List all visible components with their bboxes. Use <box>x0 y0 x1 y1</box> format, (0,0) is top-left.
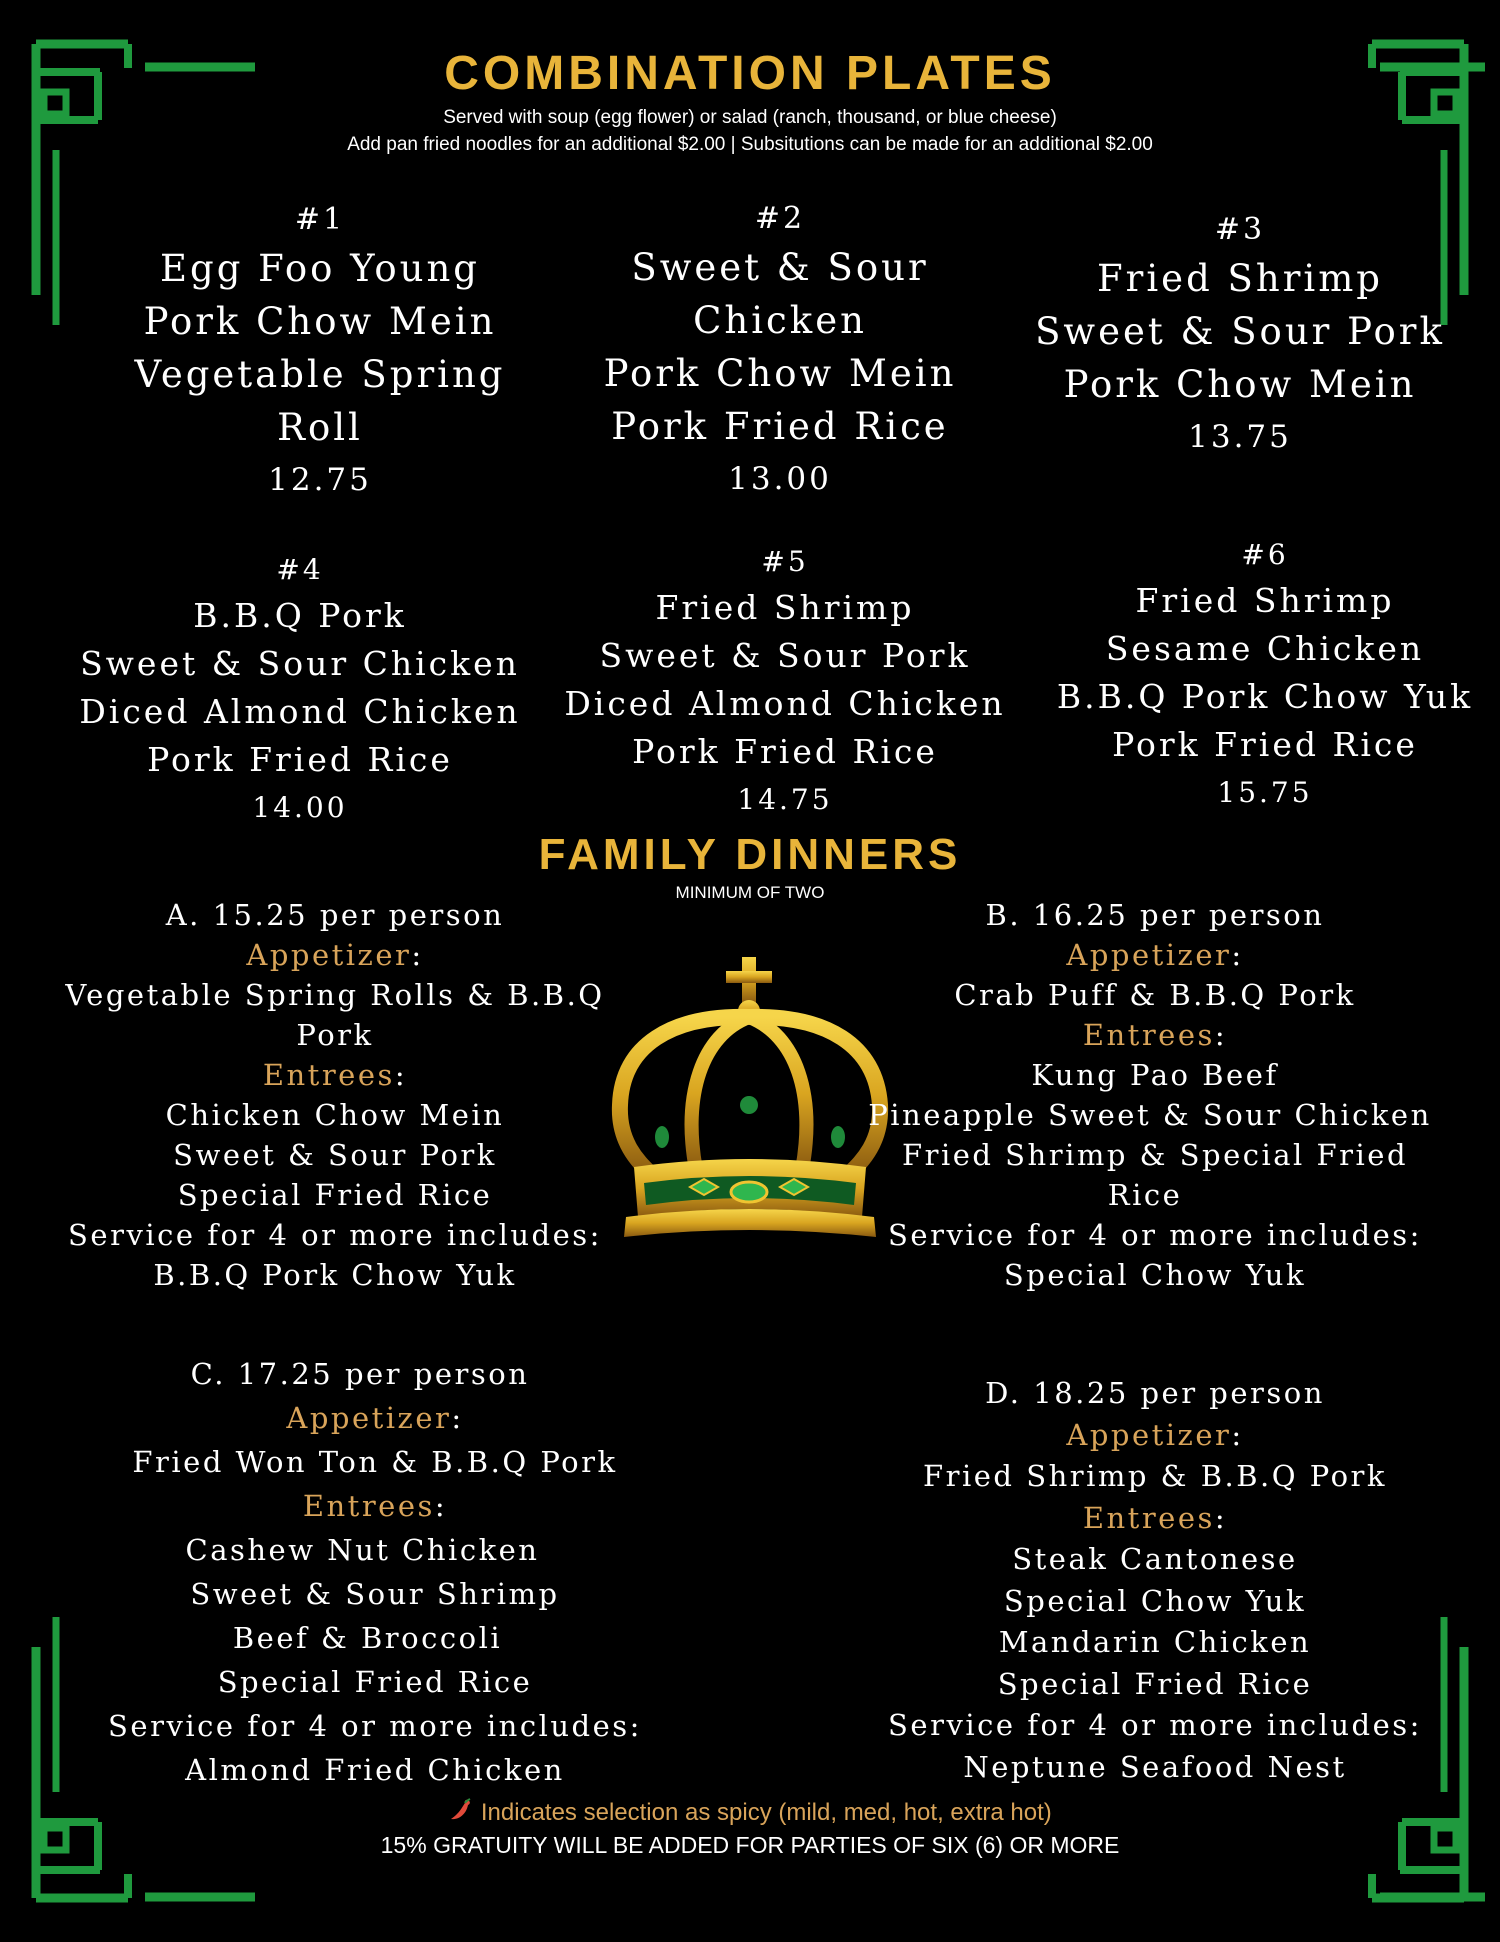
label-colon: : <box>394 1058 408 1092</box>
entrees-label: Entrees <box>1082 1500 1215 1535</box>
label-colon: : <box>434 1489 448 1523</box>
combo-3 <box>1010 208 1470 463</box>
entree-item: Chicken Chow Mein <box>165 1098 505 1132</box>
combo-item: B.B.Q Pork <box>193 596 407 635</box>
combo-item: Sweet & Sour <box>631 246 929 289</box>
appetizer-label: Appetizer <box>1066 1417 1232 1452</box>
dinner-heading: B. 16.25 per person <box>985 898 1325 932</box>
appetizer-item: Crab Puff & B.B.Q Pork <box>954 978 1356 1012</box>
label-colon: : <box>411 938 424 972</box>
appetizer-item: Fried Shrimp & B.B.Q Pork <box>923 1459 1387 1493</box>
entree-item: Almond Fried Chicken <box>185 1753 565 1787</box>
entree-item: Steak Cantonese <box>1012 1542 1298 1576</box>
combo-item: Pork Chow Mein <box>143 300 497 343</box>
appetizer-item: Vegetable Spring Rolls & B.B.Q <box>65 978 605 1012</box>
label-colon: : <box>1214 1500 1228 1535</box>
entree-item: Special Fried Rice <box>217 1665 533 1699</box>
family-dinner-d <box>870 1373 1440 1788</box>
family-dinner-a <box>50 895 620 1295</box>
combo-item: Pork Fried Rice <box>632 732 938 771</box>
combo-number: #6 <box>1241 538 1289 571</box>
family-dinners-title: FAMILY DINNERS <box>538 830 962 879</box>
entree-item: Mandarin Chicken <box>998 1625 1312 1659</box>
combo-item: Roll <box>277 406 363 449</box>
combo-item: Diced Almond Chicken <box>79 692 521 731</box>
combo-item: B.B.Q Pork Chow Yuk <box>1056 677 1474 716</box>
combo-item: Pork Fried Rice <box>1112 725 1418 764</box>
entree-item: Rice <box>1107 1178 1183 1212</box>
entree-item: Fried Shrimp & Special Fried <box>901 1138 1409 1172</box>
combo-number: #2 <box>754 201 806 236</box>
combo-item: Chicken <box>693 299 867 342</box>
page-subtitle-noodles: Add pan fried noodles for an additional $2.00 | Subsitutions can be made for an additional $2.00 <box>347 134 1153 155</box>
family-dinners-subtitle: MINIMUM OF TWO <box>675 883 825 902</box>
appetizer-label: Appetizer <box>246 938 412 972</box>
entree-item: Sweet & Sour Shrimp <box>190 1577 560 1611</box>
entree-item: Kung Pao Beef <box>1031 1058 1279 1092</box>
entree-item: Cashew Nut Chicken <box>185 1533 540 1567</box>
entree-item: Service for 4 or more includes: <box>68 1218 602 1252</box>
appetizer-label: Appetizer <box>1066 938 1232 972</box>
entree-item: Service for 4 or more includes: <box>108 1709 642 1743</box>
entree-item: Pineapple Sweet & Sour Chicken <box>868 1098 1432 1132</box>
spicy-note <box>300 1797 1200 1829</box>
label-colon: : <box>451 1401 464 1435</box>
entree-item: Special Fried Rice <box>177 1178 493 1212</box>
combo-2 <box>560 197 1000 505</box>
entree-item: Service for 4 or more includes: <box>888 1218 1422 1252</box>
combo-item: Pork Fried Rice <box>147 740 453 779</box>
combo-item: Fried Shrimp <box>1135 581 1395 620</box>
entree-item: Special Fried Rice <box>997 1666 1313 1701</box>
combo-price: 13.75 <box>1188 419 1292 455</box>
chili-pepper-icon <box>448 1797 474 1823</box>
dinner-heading: D. 18.25 per person <box>985 1376 1325 1410</box>
entrees-label: Entrees <box>1082 1018 1215 1052</box>
appetizer-label: Appetizer <box>286 1401 452 1435</box>
gratuity-note: 15% GRATUITY WILL BE ADDED FOR PARTIES OF SIX (6) OR MORE <box>380 1832 1120 1858</box>
combo-4 <box>60 548 540 832</box>
entree-item: Beef & Broccoli <box>232 1621 503 1655</box>
page-subtitle-soup: Served with soup (egg flower) or salad (ranch, thousand, or blue cheese) <box>443 107 1057 128</box>
dinner-heading: C. 17.25 per person <box>190 1357 530 1391</box>
family-dinner-c <box>90 1352 660 1792</box>
combo-price: 12.75 <box>268 462 372 498</box>
entree-item: Neptune Seafood Nest <box>963 1749 1347 1784</box>
spicy-note-text: Indicates selection as spicy (mild, med, hot, extra hot) <box>480 1799 1052 1826</box>
label-colon: : <box>1214 1018 1228 1052</box>
entree-item: Sweet & Sour Pork <box>173 1138 497 1172</box>
combo-item: Sweet & Sour Pork <box>599 636 971 675</box>
combo-5 <box>545 540 1025 824</box>
entrees-label: Entrees <box>302 1489 435 1523</box>
combo-1 <box>90 198 550 506</box>
combo-number: #1 <box>294 202 346 237</box>
combo-item: Diced Almond Chicken <box>564 684 1006 723</box>
combo-item: Fried Shrimp <box>1096 257 1383 300</box>
entree-item: B.B.Q Pork Chow Yuk <box>153 1258 517 1292</box>
combo-price: 14.75 <box>737 783 833 816</box>
combo-item: Fried Shrimp <box>655 588 915 627</box>
page-title: COMBINATION PLATES <box>444 47 1056 100</box>
label-colon: : <box>1231 1417 1244 1452</box>
entrees-label: Entrees <box>262 1058 395 1092</box>
combo-item: Sweet & Sour Pork <box>1035 310 1445 353</box>
combo-item: Egg Foo Young <box>160 247 480 290</box>
combo-6 <box>1020 533 1500 817</box>
combo-item: Sesame Chicken <box>1105 629 1425 668</box>
combo-item: Pork Fried Rice <box>611 405 949 448</box>
combo-item: Pork Chow Mein <box>1063 363 1417 406</box>
combo-item: Sweet & Sour Chicken <box>80 644 520 683</box>
entree-item: Special Chow Yuk <box>1003 1258 1307 1292</box>
label-colon: : <box>1231 938 1244 972</box>
combo-number: #3 <box>1214 212 1266 247</box>
combo-price: 14.00 <box>252 791 348 824</box>
combo-number: #5 <box>761 545 809 578</box>
combo-item: Pork Chow Mein <box>603 352 957 395</box>
entree-item: Special Chow Yuk <box>1003 1583 1307 1618</box>
combo-price: 15.75 <box>1217 776 1313 809</box>
combo-number: #4 <box>276 553 324 586</box>
appetizer-item: Pork <box>296 1018 374 1052</box>
combo-item: Vegetable Spring <box>134 353 506 396</box>
entree-item: Service for 4 or more includes: <box>888 1708 1422 1742</box>
appetizer-item: Fried Won Ton & B.B.Q Pork <box>132 1445 618 1479</box>
dinner-heading: A. 15.25 per person <box>165 898 505 932</box>
combo-price: 13.00 <box>728 461 832 497</box>
family-dinner-b <box>870 895 1440 1295</box>
